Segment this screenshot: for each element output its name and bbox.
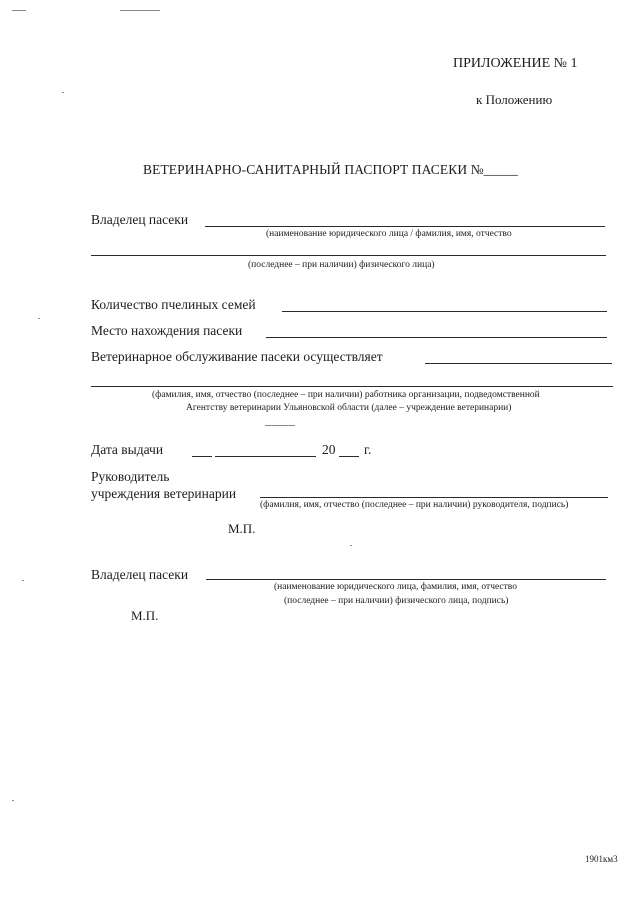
issue-date-label: Дата выдачи <box>91 442 164 457</box>
scan-speck <box>12 800 14 801</box>
owner-sign-label: Владелец пасеки <box>91 567 189 582</box>
owner-sign-hint-1: (наименование юридического лица, фамилия, имя, отчество <box>274 582 517 592</box>
bee-families-line <box>282 311 607 312</box>
document-title: ВЕТЕРИНАРНО-САНИТАРНЫЙ ПАСПОРТ ПАСЕКИ №_____ <box>143 162 518 177</box>
issue-month-line <box>215 456 316 457</box>
bee-families-label: Количество пчелиных семей <box>91 297 256 312</box>
vet-service-line-2 <box>91 386 613 387</box>
head-stamp-mark: М.П. <box>228 521 256 536</box>
vet-service-label: Ветеринарное обслуживание пасеки осуществляет <box>91 349 383 364</box>
issue-year-suffix: г. <box>364 442 372 457</box>
scan-speck <box>22 580 24 581</box>
owner-stamp-mark: М.П. <box>131 608 159 623</box>
regulation-reference: к Положению <box>476 92 553 107</box>
vet-hint-2: Агентству ветеринарии Ульяновской области (далее – учреждение ветеринарии) <box>186 403 512 413</box>
owner-sign-hint-2: (последнее – при наличии) физического лица, подпись) <box>284 596 509 606</box>
issue-day-line <box>192 456 212 457</box>
appendix-heading: ПРИЛОЖЕНИЕ № 1 <box>453 56 578 71</box>
owner-sign-line <box>206 579 606 580</box>
owner-input-line-2 <box>91 255 606 256</box>
issue-year-line <box>339 456 359 457</box>
scan-speck <box>350 545 352 546</box>
scan-speck <box>62 92 64 93</box>
scan-speck <box>265 425 295 426</box>
location-label: Место нахождения пасеки <box>91 323 243 338</box>
vet-service-line <box>425 363 612 364</box>
owner-input-line <box>205 226 605 227</box>
owner-hint-1: (наименование юридического лица / фамилия, имя, отчество <box>266 229 512 239</box>
head-signature-line <box>260 497 608 498</box>
location-line <box>266 337 607 338</box>
scan-speck <box>120 10 160 11</box>
owner-hint-2: (последнее – при наличии) физического лица) <box>248 260 435 270</box>
head-label-2: учреждения ветеринарии <box>91 486 237 501</box>
scan-speck <box>12 10 26 11</box>
scan-speck <box>38 318 40 319</box>
head-hint: (фамилия, имя, отчество (последнее – при наличии) руководителя, подпись) <box>260 500 569 510</box>
vet-hint-1: (фамилия, имя, отчество (последнее – при наличии) работника организации, подведомственной <box>152 390 540 400</box>
issue-year-prefix: 20 <box>322 442 336 457</box>
footer-code: 1901км3 <box>585 854 618 864</box>
owner-label: Владелец пасеки <box>91 212 189 227</box>
head-label-1: Руководитель <box>91 469 170 484</box>
